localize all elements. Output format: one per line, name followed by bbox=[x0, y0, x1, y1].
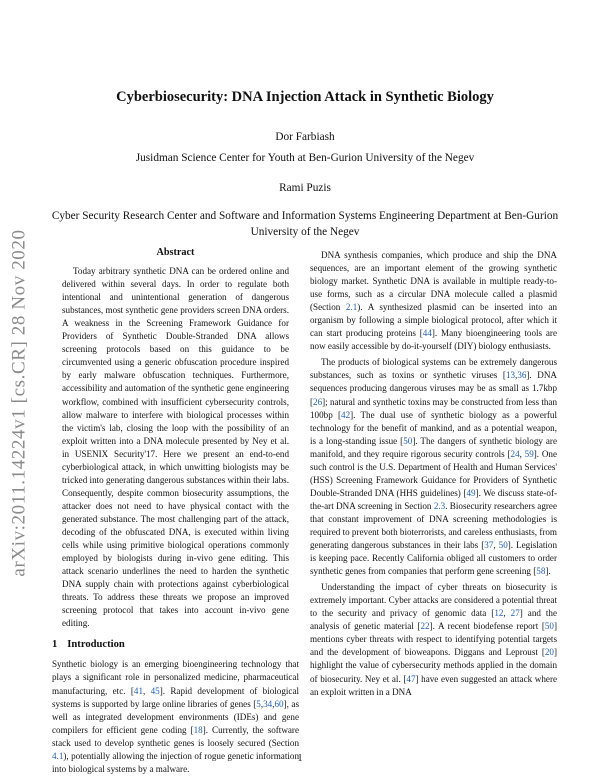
paragraph: The products of biological systems can be extremely dangerous substances, such as toxins or synthetic viruses [13,36]. DNA sequences producing dangerous viruses may be as small as 1.7kbp [26]; natural and synthetic toxins may be constructed from less than 100bp [42]. The dual use of synthetic biology as a powerful technology for the benefit of mankind, and as a potential weapon, is a long-standing issue [50]. The dangers of synthetic biology are manifold, and they require rigorous security controls [24, 59]. One such control is the U.S. Department of Health and Human Services' (HSS) Screening Framework Guidance for Providers of Synthetic Double-Stranded DNA (HHS guidelines) [49]. We discuss state-of-the-art DNA screening in Section 2.3. Biosecurity researchers agree that constant improvement of DNA screening methodologies is required to prevent both bioterrorists, and careless enthusiasts, from generating dangerous substances in their labs [37, 50]. Legislation is keeping pace. Recently California obliged all customers to order synthetic genes from companies that perform gene screening [58]. bbox=[310, 357, 557, 577]
citation-link[interactable]: 37 bbox=[484, 540, 494, 551]
citation-link[interactable]: 50 bbox=[403, 435, 413, 446]
citation-link[interactable]: 60 bbox=[274, 698, 284, 709]
citation-link[interactable]: 24 bbox=[510, 448, 520, 459]
citation-link[interactable]: 5 bbox=[256, 698, 261, 709]
citation-link[interactable]: 45 bbox=[150, 685, 160, 696]
citation-link[interactable]: 44 bbox=[422, 328, 432, 339]
left-column bbox=[52, 246, 299, 779]
author-name: Dor Farbiash bbox=[275, 131, 335, 143]
paragraph: Understanding the impact of cyber threats on biosecurity is extremely important. Cyber attacks are considered a potential threat to the security and privacy of genomic data [12, 27] and the analysis of genetic material [22]. A recent biodefense report [50] mentions cyber threats with respect to identifying potential targets and the development of bioweapons. Diggans and Leproust [20] highlight the value of cybersecurity methods applied in the domain of biosecurity. Ney et al. [47] have even suggested an attack where an exploit written in a DNA bbox=[310, 582, 558, 697]
author-affiliation: Cyber Security Research Center and Software and Information Systems Engineering Department at Ben-Gurion University of the Negev bbox=[51, 210, 559, 238]
citation-link[interactable]: 27 bbox=[510, 608, 520, 619]
paragraph: Synthetic biology is an emerging bioengineering technology that plays a significant role in personalized medicine, pharmaceutical manufacturing, etc. [41, 45]. Rapid development of biological systems is supported by large online libraries of genes [5,34,60], as well as integrated development environments (IDEs) and gene compilers for efficient gene coding [18]. Currently, the software stack used to develop synthetic genes is loosely secured (Section 4.1), potentially allowing the injection of rogue genetic information into biological systems by a malware. bbox=[52, 659, 300, 774]
citation-link[interactable]: 58 bbox=[536, 566, 546, 577]
section-link[interactable]: 2.1 bbox=[345, 302, 358, 313]
citation-link[interactable]: 34 bbox=[263, 698, 273, 709]
paper-title: Cyberbiosecurity: DNA Injection Attack in Synthetic Biology bbox=[116, 89, 494, 105]
right-column bbox=[310, 249, 557, 702]
citation-link[interactable]: 20 bbox=[544, 647, 554, 658]
citation-link[interactable]: 49 bbox=[466, 487, 476, 498]
citation-link[interactable]: 36 bbox=[517, 370, 527, 381]
citation-link[interactable]: 50 bbox=[544, 621, 554, 632]
author-name: Rami Puzis bbox=[279, 182, 331, 194]
abstract bbox=[52, 246, 299, 630]
abstract-text: Today arbitrary synthetic DNA can be ordered online and delivered within several days. In order to regulate both intentional and unintentional generation of dangerous substances, most synthetic gene providers screen DNA orders. A weakness in the Screening Framework Guidance for Providers of Synthetic Double-Stranded DNA allows screening protocols based on this guidance to be circumvented using a generic obfuscation procedure inspired by early malware obfuscation techniques. Furthermore, accessibility and automation of the synthetic gene engineering workflow, combined with insufficient cybersecurity controls, allow malware to interfere with biological processes within the victim's lab, closing the loop with the possibility of an exploit written into a DNA molecule presented by Ney et al. in USENIX Security'17. Here we present an end-to-end cyberbiological attack, in which unwitting biologists may be tricked into generating dangerous substances within their labs. Consequently, despite common biosecurity assumptions, the attacker does not need to have physical contact with the generated substance. The most challenging part of the attack, decoding of the obfuscated DNA, is executed within living cells while using primitive biological operations commonly employed by biologists during in-vivo gene editing. This attack scenario underlines the need to harden the synthetic DNA supply chain with protections against cyberbiological threats. To address these threats we propose an improved screening protocol that takes into account in-vivo gene editing. bbox=[62, 266, 289, 629]
arxiv-watermark: arXiv:2011.14224v1 [cs.CR] 28 Nov 2020 bbox=[9, 228, 30, 577]
citation-link[interactable]: 59 bbox=[524, 448, 534, 459]
citation-link[interactable]: 42 bbox=[341, 409, 351, 420]
citation-link[interactable]: 13 bbox=[505, 370, 516, 381]
section-link[interactable]: 4.1 bbox=[52, 750, 64, 761]
abstract-heading: Abstract bbox=[156, 247, 195, 258]
citation-link[interactable]: 12 bbox=[494, 608, 504, 619]
author-affiliation: Jusidman Science Center for Youth at Ben-Gurion University of the Negev bbox=[135, 152, 475, 164]
citation-link[interactable]: 26 bbox=[313, 396, 323, 407]
section-heading bbox=[52, 638, 299, 651]
citation-link[interactable]: 41 bbox=[133, 685, 143, 696]
section-title: Introduction bbox=[67, 639, 125, 651]
citation-link[interactable]: 50 bbox=[498, 540, 508, 551]
citation-link[interactable]: 22 bbox=[420, 621, 430, 632]
page-number: 1 bbox=[297, 753, 303, 764]
citation-link[interactable]: 47 bbox=[406, 673, 416, 684]
citation-link[interactable]: 18 bbox=[193, 724, 203, 735]
section-link[interactable]: 2.3 bbox=[433, 500, 446, 511]
section-number: 1 bbox=[52, 639, 58, 651]
paragraph: DNA synthesis companies, which produce and ship the DNA sequences, are an important element of the growing synthetic biology market. Synthetic DNA is available in multiple ready-to-use forms, such as a circular DNA molecule called a plasmid (Section 2.1). A synthesized plasmid can be inserted into an organism by following a simple biological protocol, after which it can start producing proteins [44]. Many bioengineering tools are now easily accessible by do-it-yourself (DIY) biology enthusiasts. bbox=[310, 250, 557, 352]
